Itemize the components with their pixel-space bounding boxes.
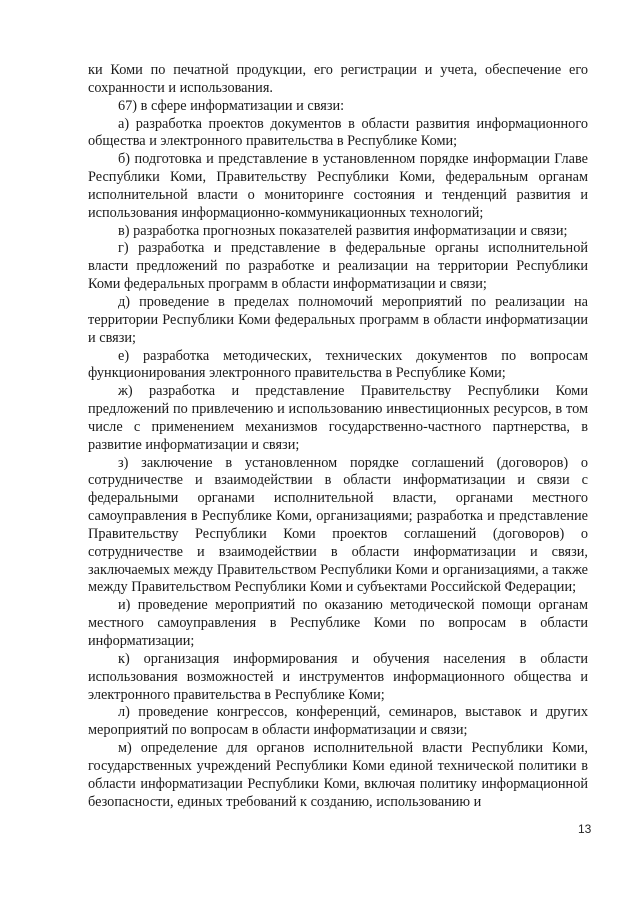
paragraph-section-67: 67) в сфере информатизации и связи: bbox=[118, 97, 345, 114]
page-number: 13 bbox=[578, 822, 592, 836]
paragraph-continuation: ки Коми по печатной продукции, его регистрации и учета, обеспечение его сохранности и использования. bbox=[88, 62, 588, 96]
paragraph-item-zh: ж) разработка и представление Правительству Республики Коми предложений по привлечению и использованию инвестиционных ресурсов, в том числе с применением механизмов государственно-частного партнерства, в развитие информатизации и связи; bbox=[88, 383, 588, 453]
paragraph-item-d: д) проведение в пределах полномочий мероприятий по реализации на территории Республики Коми федеральных программ в области информатизации и связи; bbox=[88, 293, 588, 346]
document-body bbox=[88, 62, 588, 811]
paragraph-item-z: з) заключение в установленном порядке соглашений (договоров) о сотрудничестве и взаимодействии в области информатизации и связи с федеральными органами исполнительной власти, органами местного самоуправления в Республике Коми, организациями; разработка и представление Правительству Республики Коми проектов соглашений (договоров) о сотрудничестве и взаимодействии в области информатизации и связи, заключаемых между Правительством Республики Коми и организациями, а также между Правительством Республики Коми и субъектами Российской Федерации; bbox=[88, 454, 588, 596]
paragraph-item-a: а) разработка проектов документов в области развития информационного общества и электронного правительства в Республике Коми; bbox=[88, 115, 588, 150]
paragraph-item-i: и) проведение мероприятий по оказанию методической помощи органам местного самоуправления в Республике Коми по вопросам в области информатизации; bbox=[88, 597, 588, 649]
paragraph-item-e: е) разработка методических, технических документов по вопросам функционирования электронного правительства в Республике Коми; bbox=[88, 347, 588, 382]
paragraph-item-k: к) организация информирования и обучения населения в области использования возможностей и инструментов информационного общества и электронного правительства в Республике Коми; bbox=[88, 650, 588, 703]
paragraph-item-g: г) разработка и представление в федеральные органы исполнительной власти предложений по разработке и реализации на территории Республики Коми федеральных программ в области информатизации и связи; bbox=[88, 240, 588, 293]
paragraph-item-v: в) разработка прогнозных показателей развития информатизации и связи; bbox=[118, 222, 568, 239]
paragraph-item-b: б) подготовка и представление в установленном порядке информации Главе Республики Коми, Правительству Республики Коми, федеральным органам исполнительной власти о мониторинге состояния и тенденций развития и использования информационно-коммуникационных технологий; bbox=[88, 151, 588, 221]
paragraph-item-l: л) проведение конгрессов, конференций, семинаров, выставок и других мероприятий по вопросам в области информатизации и связи; bbox=[88, 704, 588, 739]
paragraph-item-m: м) определение для органов исполнительной власти Республики Коми, государственных учреждений Республики Коми единой технической политики в области информатизации Республики Коми, включая политику информационной безопасности, единых требований к созданию, использованию и bbox=[88, 740, 588, 810]
